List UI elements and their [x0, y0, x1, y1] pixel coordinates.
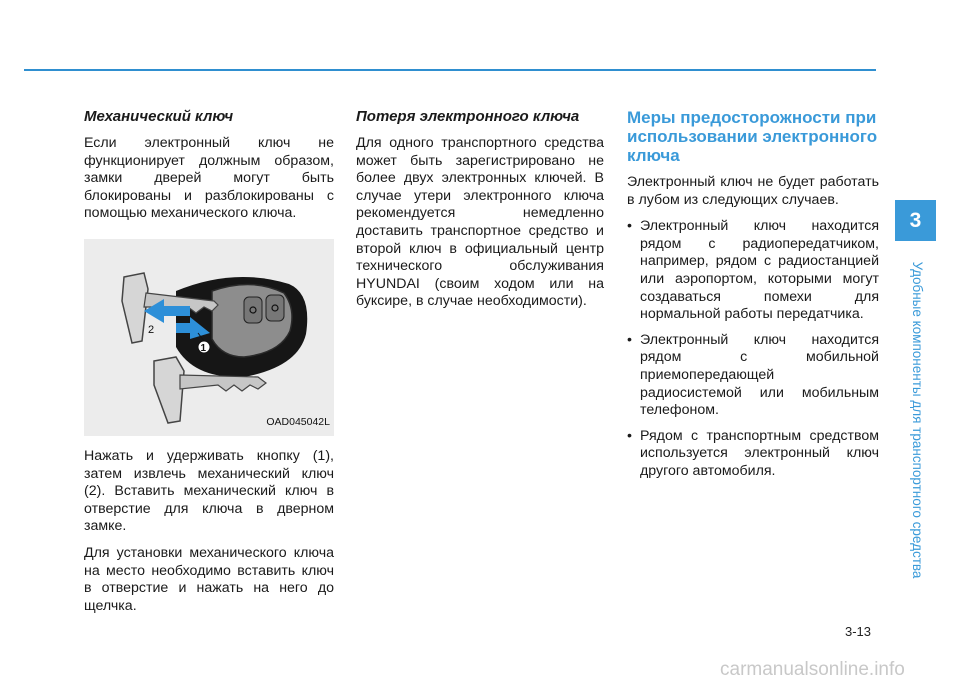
mechanical-key-head-upper [122, 273, 148, 343]
callout-label-2: 2 [148, 323, 155, 336]
list-item: • Электронный ключ находится рядом с мобильной приемопередающей радиосистемой или мобильным телефоном. [627, 332, 879, 420]
list-item: • Электронный ключ находится рядом с радиопередатчиком, например, рядом с радиостанцией или аэропортом, которыми могут создаваться помехи для нормальной работы передатчика. [627, 218, 879, 324]
page-number: 3-13 [845, 624, 872, 639]
top-rule [24, 69, 876, 71]
fob-button-lock [244, 297, 262, 323]
paragraph: Для установки механического ключа на место необходимо вставить ключ в отверстие и нажать на него до щелчка. [84, 544, 334, 614]
smart-key-drawing [84, 239, 334, 436]
section-heading: Меры предосторожности при использовании электронного ключа [627, 108, 878, 165]
paragraph: Электронный ключ не будет работать в лубом из следующих случаев. [627, 174, 879, 208]
column-precautions [627, 108, 879, 489]
fob-button-unlock [266, 295, 284, 321]
section-heading: Механический ключ [84, 108, 234, 125]
column-lost-key [356, 108, 604, 320]
paragraph: Нажать и удерживать кнопку (1), затем извлечь механический ключ (2). Вставить механический ключ в отверстие для ключа в дверном замке. [84, 447, 334, 535]
mechanical-key-head-lower [154, 357, 184, 423]
section-heading: Потеря электронного ключа [356, 108, 580, 125]
column-mechanical-key [84, 108, 334, 624]
paragraph: Для одного транспортного средства может быть зарегистрировано не более двух электронных ключей. В случае утери электронного ключа рекомендуется немедленно доставить транспортное средство и второй ключ в официальный центр технического обслуживания HYUNDAI (своим ходом или на буксире, в случае необходимости). [356, 135, 604, 310]
chapter-title: Удобные компоненты для транспортного средства [910, 261, 925, 579]
figure-caption: OAD045042L [266, 416, 330, 429]
callout-label-1: 1 [200, 342, 207, 354]
mechanical-key-blade-lower [180, 375, 266, 391]
precautions-list [627, 218, 879, 480]
chapter-tab: 3 [895, 200, 936, 241]
list-item: • Рядом с транспортным средством используется электронный ключ другого автомобиля. [627, 428, 879, 481]
paragraph: Если электронный ключ не функционирует должным образом, замки дверей могут быть блокированы и разблокированы с помощью механического ключа. [84, 135, 334, 222]
key-illustration [84, 239, 334, 436]
watermark: carmanualsonline.info [720, 659, 905, 680]
